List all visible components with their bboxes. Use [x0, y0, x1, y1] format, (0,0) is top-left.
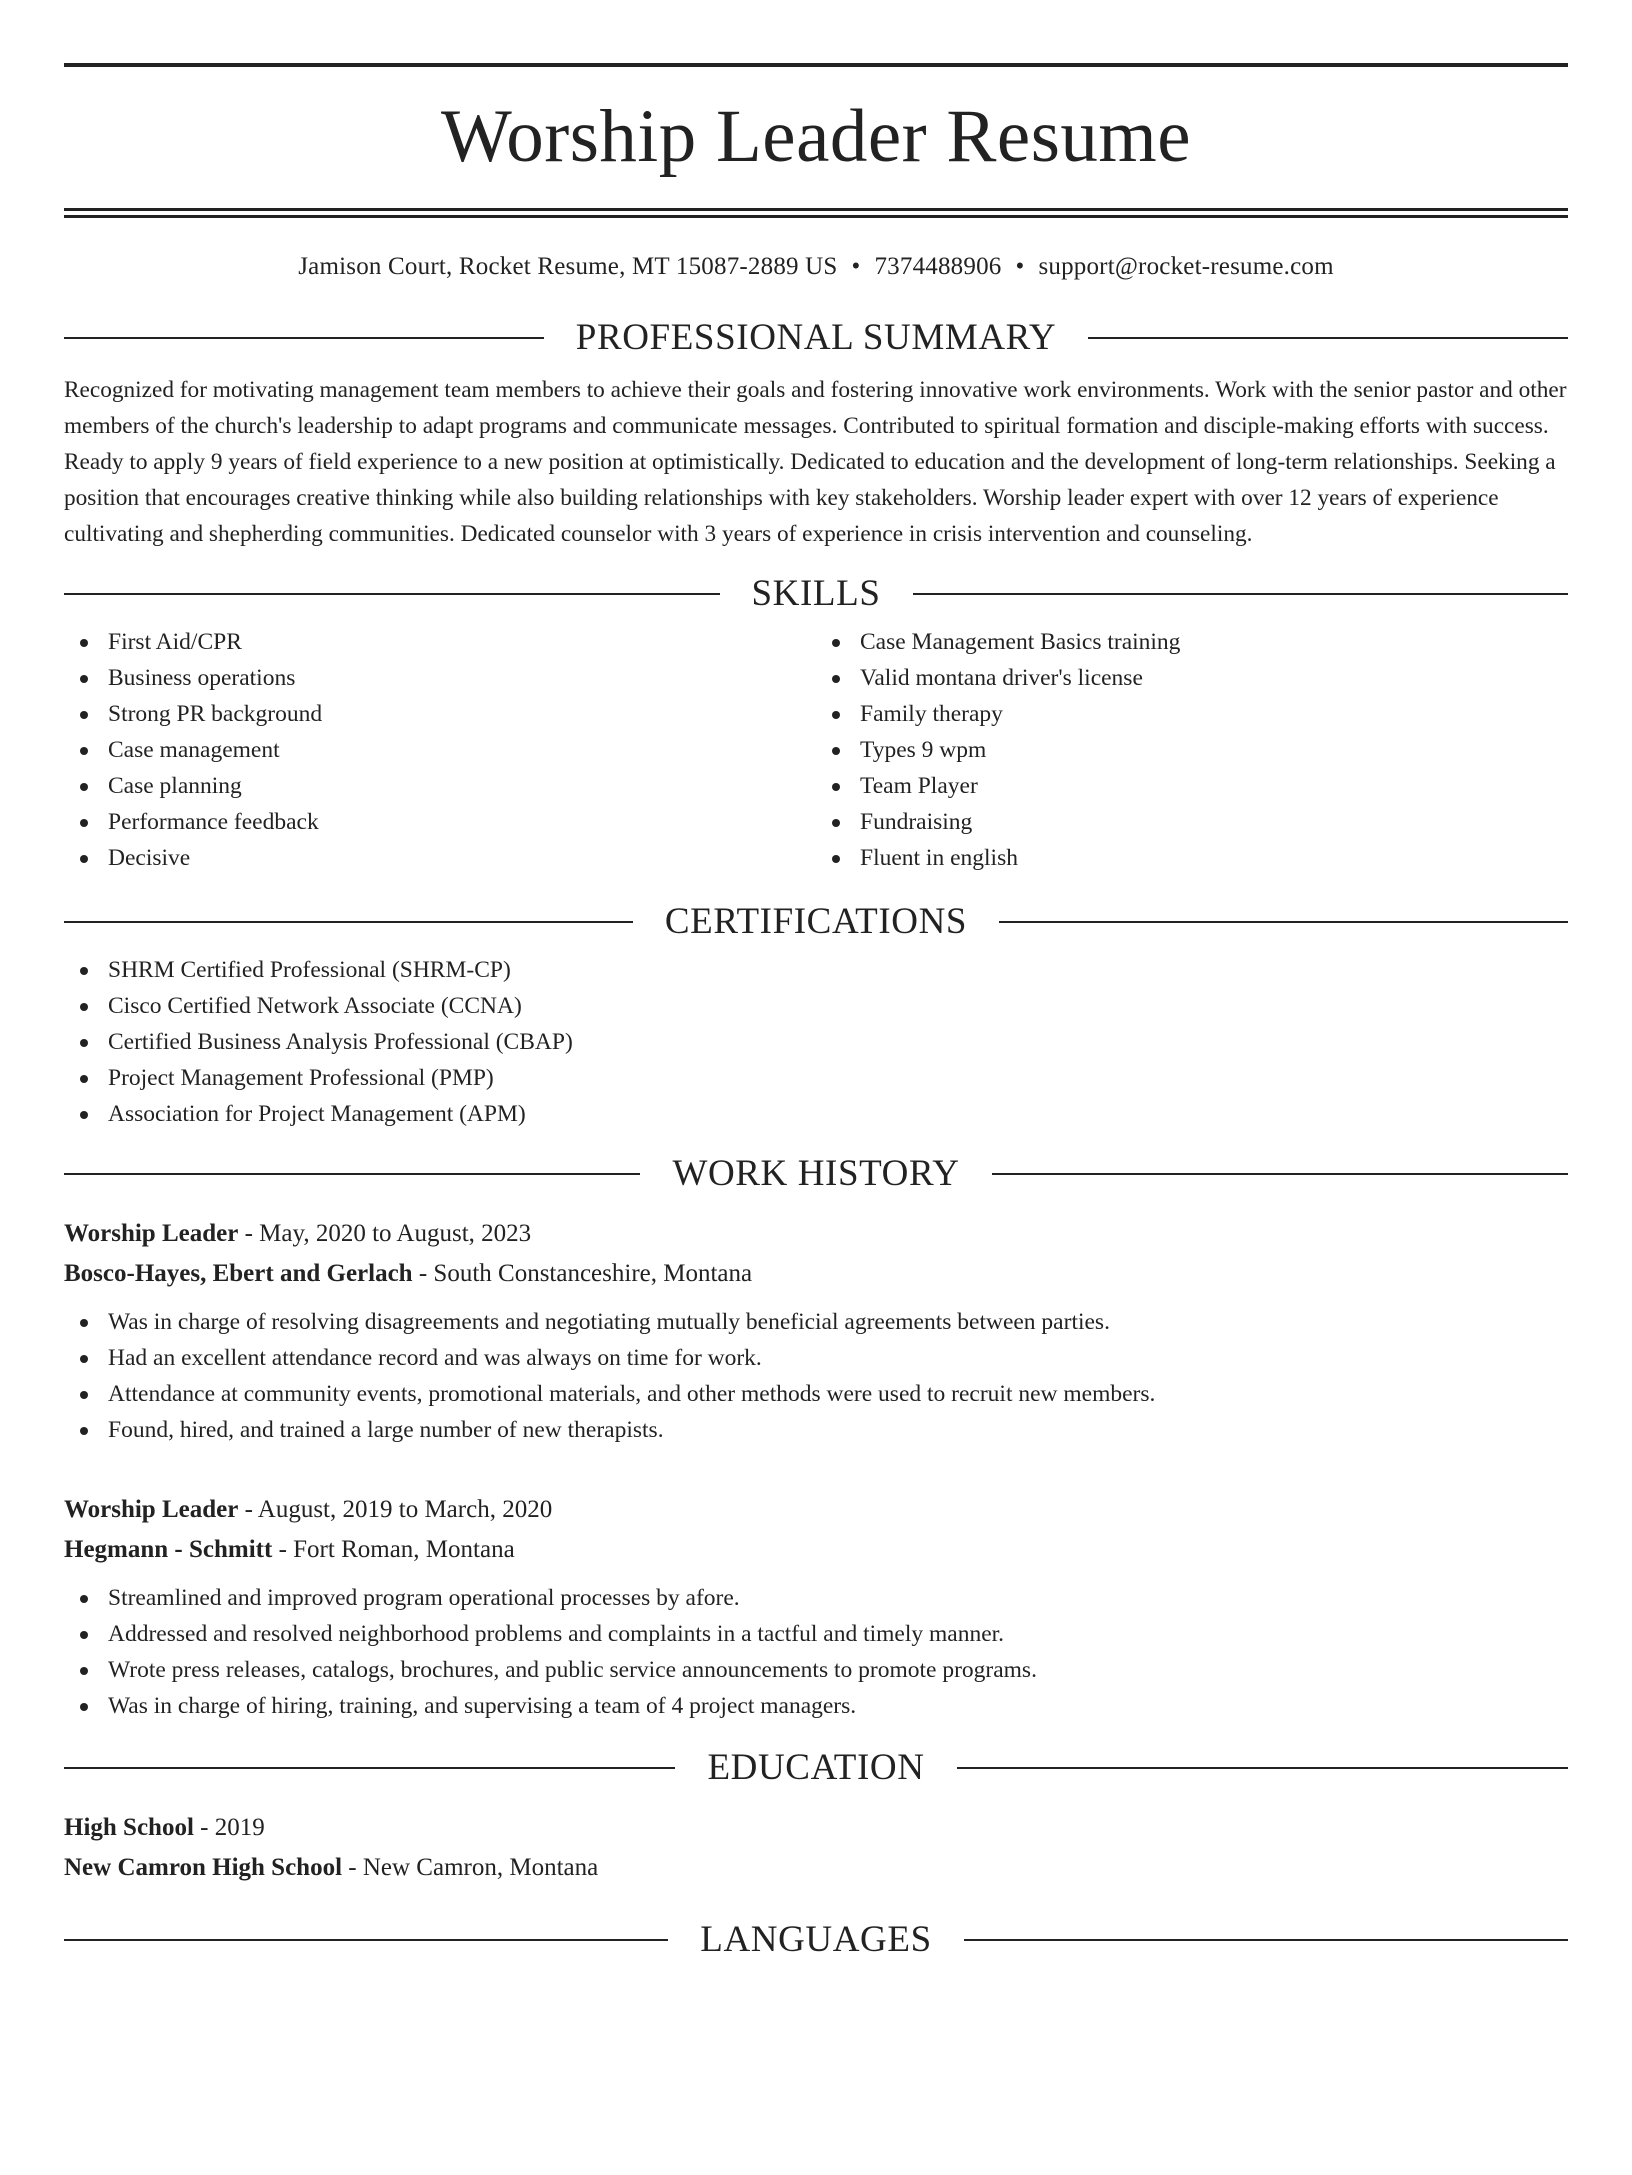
job-company-line: [64, 1530, 1568, 1570]
skill-item: Performance feedback: [64, 804, 816, 840]
contact-line: [64, 252, 1568, 282]
job-bullet: Streamlined and improved program operational processes by afore.: [64, 1580, 1568, 1616]
skill-item: Fundraising: [816, 804, 1568, 840]
job-title-line: [64, 1214, 1568, 1254]
contact-phone: 7374488906: [874, 253, 1002, 280]
job-company: Bosco-Hayes, Ebert and Gerlach: [64, 1260, 413, 1287]
education-entry: [64, 1808, 1568, 1888]
skill-item: Case Management Basics training: [816, 624, 1568, 660]
certifications-section-header: [64, 900, 1568, 944]
section-rule: [1088, 337, 1568, 339]
job-company-line: [64, 1254, 1568, 1294]
skill-item: Case management: [64, 732, 816, 768]
job-bullet: Found, hired, and trained a large number of new therapists.: [64, 1412, 1568, 1448]
job-title: Worship Leader: [64, 1496, 239, 1523]
education-year: - 2019: [193, 1814, 265, 1841]
summary-heading: PROFESSIONAL SUMMARY: [575, 317, 1057, 358]
job-bullet: Addressed and resolved neighborhood problems and complaints in a tactful and timely manner.: [64, 1616, 1568, 1652]
education-degree-line: [64, 1808, 1568, 1848]
languages-heading: LANGUAGES: [700, 1919, 932, 1960]
education-degree: High School: [64, 1814, 194, 1841]
section-rule: [64, 1173, 640, 1175]
job-bullet: Attendance at community events, promotional materials, and other methods were used to recruit new members.: [64, 1376, 1568, 1412]
section-rule: [992, 1173, 1568, 1175]
section-rule: [64, 1767, 675, 1769]
summary-text: Recognized for motivating management team members to achieve their goals and fostering innovative work environments. Work with the senior pastor and other members of the church's leadership to adapt programs and communicate messages. Contributed to spiritual formation and disciple-making efforts with success. Ready to apply 9 years of field experience to a new position at optimistically. Dedicated to education and the development of long-term relationships. Seeking a position that encourages creative thinking while also building relationships with key stakeholders. Worship leader expert with over 12 years of experience cultivating and shepherding communities. Dedicated counselor with 3 years of experience in crisis intervention and counseling.: [64, 377, 1567, 547]
certification-item: Association for Project Management (APM): [64, 1096, 1568, 1132]
education-heading: EDUCATION: [707, 1747, 925, 1788]
certification-item: Cisco Certified Network Associate (CCNA): [64, 988, 1568, 1024]
skill-item: Team Player: [816, 768, 1568, 804]
title-double-rule: [64, 208, 1568, 218]
section-rule: [964, 1939, 1568, 1941]
skill-item: Fluent in english: [816, 840, 1568, 876]
skill-item: First Aid/CPR: [64, 624, 816, 660]
skill-item: Family therapy: [816, 696, 1568, 732]
certification-item: Certified Business Analysis Professional (CBAP): [64, 1024, 1568, 1060]
job-bullets: [64, 1580, 1568, 1724]
education-location: - New Camron, Montana: [342, 1854, 599, 1881]
job-bullets: [64, 1304, 1568, 1448]
job-title-line: [64, 1490, 1568, 1530]
top-rule: [64, 63, 1568, 67]
section-rule: [957, 1767, 1568, 1769]
job-title: Worship Leader: [64, 1220, 239, 1247]
skills-list-right: [816, 624, 1568, 876]
skill-item: Business operations: [64, 660, 816, 696]
skill-item: Strong PR background: [64, 696, 816, 732]
skill-item: Valid montana driver's license: [816, 660, 1568, 696]
contact-separator: •: [1015, 253, 1025, 280]
section-rule: [64, 1939, 668, 1941]
certifications-heading: CERTIFICATIONS: [664, 901, 968, 942]
job-dates: - August, 2019 to March, 2020: [238, 1496, 553, 1523]
work-history-section-header: [64, 1152, 1568, 1196]
job-entry: [64, 1490, 1568, 1724]
section-rule: [64, 337, 544, 339]
skill-item: Decisive: [64, 840, 816, 876]
job-dates: - May, 2020 to August, 2023: [238, 1220, 532, 1247]
certification-item: Project Management Professional (PMP): [64, 1060, 1568, 1096]
job-bullet: Wrote press releases, catalogs, brochures, and public service announcements to promote programs.: [64, 1652, 1568, 1688]
education-section-header: [64, 1746, 1568, 1790]
section-rule: [64, 921, 633, 923]
section-rule: [64, 593, 720, 595]
job-bullet: Was in charge of resolving disagreements and negotiating mutually beneficial agreements between parties.: [64, 1304, 1568, 1340]
section-rule: [913, 593, 1569, 595]
skill-item: Case planning: [64, 768, 816, 804]
skills-list-left: [64, 624, 816, 876]
resume-title: Worship Leader Resume: [440, 95, 1192, 178]
certifications-list: [64, 952, 1568, 1132]
education-school-line: [64, 1848, 1568, 1888]
certification-item: SHRM Certified Professional (SHRM-CP): [64, 952, 1568, 988]
education-school: New Camron High School: [64, 1854, 343, 1881]
job-bullet: Had an excellent attendance record and was always on time for work.: [64, 1340, 1568, 1376]
languages-section-header: [64, 1918, 1568, 1962]
skills-section-header: [64, 572, 1568, 616]
contact-email: support@rocket-resume.com: [1038, 253, 1334, 280]
job-location: - Fort Roman, Montana: [272, 1536, 515, 1563]
resume-page: [0, 63, 1632, 2175]
job-location: - South Constanceshire, Montana: [412, 1260, 753, 1287]
contact-separator: •: [851, 253, 861, 280]
skills-grid: [64, 624, 1568, 876]
section-rule: [999, 921, 1568, 923]
work-history-heading: WORK HISTORY: [672, 1153, 960, 1194]
job-bullet: Was in charge of hiring, training, and supervising a team of 4 project managers.: [64, 1688, 1568, 1724]
job-company: Hegmann - Schmitt: [64, 1536, 273, 1563]
skill-item: Types 9 wpm: [816, 732, 1568, 768]
job-entry: [64, 1214, 1568, 1448]
skills-heading: SKILLS: [751, 573, 881, 614]
summary-section-header: [64, 316, 1568, 360]
contact-address: Jamison Court, Rocket Resume, MT 15087-2889 US: [298, 253, 838, 280]
